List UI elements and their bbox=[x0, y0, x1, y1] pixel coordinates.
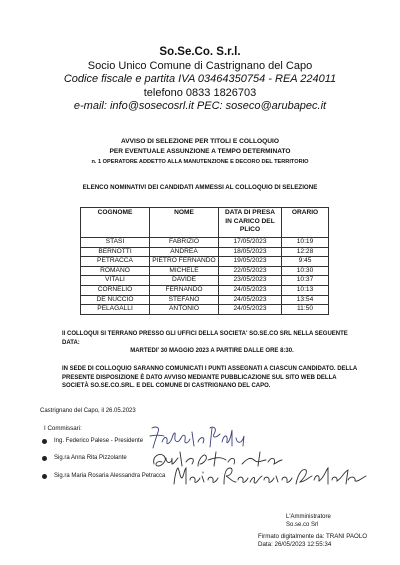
administrator-title: L'Amministratore bbox=[286, 514, 331, 520]
commission-member-name: Ing. Federico Palese - Presidente bbox=[54, 438, 144, 444]
table-row bbox=[81, 295, 329, 305]
notice-title-line-1: AVVISO DI SELEZIONE PER TITOLI E COLLOQUIO bbox=[120, 138, 280, 145]
cell-name: STEFANO bbox=[150, 295, 219, 305]
cell-surname: PETRACCA bbox=[81, 257, 150, 267]
column-header-name: NOME bbox=[150, 208, 219, 238]
cell-time: 13:54 bbox=[282, 295, 329, 305]
cell-name: FABRIZIO bbox=[150, 238, 219, 248]
column-header-date: DATA DI PRESA IN CARICO DEL PLICO bbox=[219, 208, 282, 238]
cell-time: 9:45 bbox=[282, 257, 329, 267]
cell-name: ANTONIO bbox=[150, 305, 219, 315]
digital-signature-block bbox=[258, 533, 367, 548]
cell-date: 17/05/2023 bbox=[219, 238, 282, 248]
cell-date: 19/05/2023 bbox=[219, 257, 282, 267]
cell-time: 10:30 bbox=[282, 266, 329, 276]
digital-signature-date: Data: 26/05/2023 12:55:34 bbox=[258, 540, 332, 548]
notice-title-line-3: n. 1 OPERATORE ADDETTO ALLA MANUTENZIONE E DECORO DEL TERRITORIO bbox=[91, 159, 309, 165]
notice-title-line-2: PER EVENTUALE ASSUNZIONE A TEMPO DETERMINATO bbox=[109, 148, 291, 155]
cell-name: PIETRO FERNANDO bbox=[150, 257, 219, 267]
administrator-company: So.se.co Srl bbox=[286, 522, 319, 528]
cell-surname: PELAGALLI bbox=[81, 305, 150, 315]
notice-title bbox=[0, 137, 400, 167]
interview-date-text: MARTEDI' 30 MAGGIO 2023 A PARTIRE DALLE ORE 8:30. bbox=[130, 348, 294, 354]
table-row bbox=[81, 266, 329, 276]
candidates-table bbox=[80, 207, 329, 315]
handwritten-signature-member-3 bbox=[172, 464, 368, 488]
table-header-row bbox=[81, 208, 329, 238]
commission-member-president bbox=[42, 438, 143, 444]
cell-name: FERNANDO bbox=[150, 285, 219, 295]
cell-date: 22/05/2023 bbox=[219, 266, 282, 276]
cell-date: 23/05/2023 bbox=[219, 276, 282, 286]
commission-title: I Commissari: bbox=[44, 425, 82, 432]
commission-member bbox=[42, 473, 165, 479]
cell-time: 10:13 bbox=[282, 285, 329, 295]
column-header-time: ORARIO bbox=[282, 208, 329, 238]
table-row bbox=[81, 247, 329, 257]
cell-surname: VITALI bbox=[81, 276, 150, 286]
cell-surname: BERNOTTI bbox=[81, 247, 150, 257]
interview-location-text: Il COLLOQUI SI TERRANO PRESSO GLI UFFICI DELLA SOCIETA' SO.SE.CO SRL NELLA SEGUENTE DATA: bbox=[62, 331, 348, 346]
digital-signature-signer: Firmato digitalmente da: TRANI PAOLO bbox=[258, 533, 368, 540]
administrator-block bbox=[286, 513, 331, 529]
publication-notice-paragraph: IN SEDE DI COLLOQUIO SARANNO COMUNICATI I PUNTI ASSEGNATI A CIASCUN CANDIDATO. DELLA PRESENTE DISPOSIZIONE È DATO AVVISO MEDIANTE PUBBLICAZIONE SUL SITO WEB DELLA SOCIETÀ SO.SE.CO.SRL. E DEL COMUNE DI CASTRIGNANO DEL CAPO. bbox=[62, 366, 358, 389]
commission-member-name: Sig.ra Maria Rosaria Alessandra Petracca bbox=[54, 473, 166, 479]
cell-date: 24/05/2023 bbox=[219, 285, 282, 295]
place-and-date: Castrignano del Capo, il 26.05.2023 bbox=[40, 408, 136, 414]
cell-time: 10:19 bbox=[282, 238, 329, 248]
cell-surname: DE NUCCIO bbox=[81, 295, 150, 305]
table-row bbox=[81, 285, 329, 295]
letterhead bbox=[0, 46, 400, 114]
cell-time: 10:37 bbox=[282, 276, 329, 286]
bullet-icon bbox=[42, 474, 47, 479]
bullet-icon bbox=[42, 439, 47, 444]
table-row bbox=[81, 238, 329, 248]
table-row bbox=[81, 257, 329, 267]
table-row bbox=[81, 276, 329, 286]
column-header-surname: COGNOME bbox=[81, 208, 150, 238]
cell-time: 11:50 bbox=[282, 305, 329, 315]
cell-date: 24/05/2023 bbox=[219, 295, 282, 305]
company-phone: telefono 0833 1826703 bbox=[143, 86, 257, 99]
company-name: So.Se.Co. S.r.l. bbox=[159, 46, 241, 58]
commission-member bbox=[42, 455, 127, 461]
candidates-list-title: ELENCO NOMINATIVI DEI CANDIDATI AMMESSI AL COLLOQUIO DI SELEZIONE bbox=[82, 184, 318, 191]
bullet-icon bbox=[42, 456, 47, 461]
company-owner: Socio Unico Comune di Castrignano del Capo bbox=[87, 59, 313, 72]
cell-date: 24/05/2023 bbox=[219, 305, 282, 315]
cell-surname: STASI bbox=[81, 238, 150, 248]
cell-surname: ROMANO bbox=[81, 266, 150, 276]
commission-member-name: Sig.ra Anna Rita Pizzolante bbox=[54, 455, 127, 461]
table-row bbox=[81, 305, 329, 315]
cell-name: DAVIDE bbox=[150, 276, 219, 286]
cell-name: MICHELE bbox=[150, 266, 219, 276]
interview-schedule-paragraph bbox=[62, 330, 362, 356]
handwritten-signature-president bbox=[148, 424, 248, 450]
cell-name: ANDREA bbox=[150, 247, 219, 257]
cell-surname: CORNELIO bbox=[81, 285, 150, 295]
cell-time: 12:28 bbox=[282, 247, 329, 257]
cell-date: 18/05/2023 bbox=[219, 247, 282, 257]
company-tax-info: Codice fiscale e partita IVA 03464350754 - REA 224011 bbox=[63, 73, 337, 86]
company-email: e-mail: info@sosecosrl.it PEC: soseco@arubapec.it bbox=[73, 100, 327, 113]
